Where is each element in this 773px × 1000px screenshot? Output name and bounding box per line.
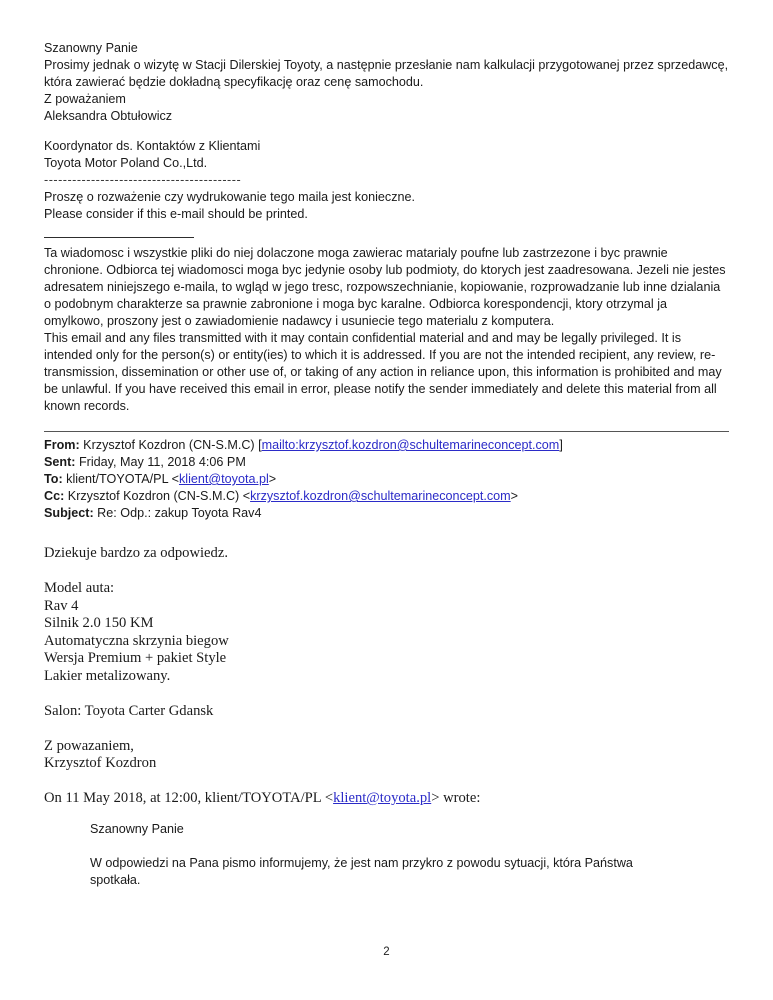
signature-name: Aleksandra Obtułowicz — [44, 109, 173, 123]
subject-label: Subject: — [44, 506, 94, 520]
quoted-message-block — [90, 821, 640, 889]
reply-body-section — [44, 545, 729, 808]
cc-label: Cc: — [44, 489, 65, 503]
model-line: Silnik 2.0 150 KM — [44, 615, 154, 631]
dashed-divider: ------------------------------------------ — [44, 173, 242, 187]
reply-thanks: Dziekuje bardzo za odpowiedz. — [44, 545, 228, 561]
quote-intro-mailto-link[interactable]: klient@toyota.pl — [333, 790, 432, 806]
model-line: Lakier metalizowany. — [44, 667, 171, 684]
model-line: Rav 4 — [44, 597, 79, 614]
from-line — [44, 437, 729, 454]
model-label: Model auta: — [44, 580, 115, 596]
eco-note-en: Please consider if this e-mail should be printed. — [44, 207, 308, 221]
model-line: Wersja Premium + pakiet Style — [44, 650, 227, 666]
to-label: To: — [44, 472, 63, 486]
cc-bracket: > — [510, 489, 519, 503]
quote-intro-line — [44, 790, 729, 808]
subject-line — [44, 505, 729, 522]
quoted-body: W odpowiedzi na Pana pismo informujemy, że jest nam przykro z powodu sytuacji, która Państwa spotkała. — [90, 855, 633, 887]
reply-salon: Salon: Toyota Carter Gdansk — [44, 702, 214, 719]
to-value: klient/TOYOTA/PL < — [62, 472, 179, 486]
quote-intro-text: On 11 May 2018, at 12:00, klient/TOYOTA/PL < — [44, 790, 334, 806]
top-email-section — [44, 40, 729, 415]
from-value: Krzysztof Kozdron (CN-S.M.C) [ — [79, 438, 262, 452]
to-bracket: > — [268, 472, 277, 486]
subject-value: Re: Odp.: zakup Toyota Rav4 — [93, 506, 262, 520]
to-line — [44, 471, 729, 488]
eco-note-pl: Proszę o rozważenie czy wydrukowanie tego maila jest konieczne. — [44, 190, 415, 204]
short-divider — [44, 237, 194, 238]
to-mailto-link[interactable]: klient@toyota.pl — [178, 472, 269, 486]
reply-closing: Z powazaniem, — [44, 737, 134, 754]
reply-signature: Krzysztof Kozdron — [44, 755, 157, 771]
sent-value: Friday, May 11, 2018 4:06 PM — [75, 455, 246, 469]
greeting: Szanowny Panie — [44, 41, 138, 55]
sent-label: Sent: — [44, 455, 76, 469]
closing: Z poważaniem — [44, 92, 126, 106]
cc-value: Krzysztof Kozdron (CN-S.M.C) < — [64, 489, 251, 503]
model-line: Automatyczna skrzynia biegow — [44, 632, 229, 649]
disclaimer-en: This email and any files transmitted with it may contain confidential material and and may be legally privileged. It is intended only for the person(s) or entity(ies) to which it is addressed. If you are not the intended recipient, any review, re-transmission, dissemination or other use of, or taking of any action in reliance upon, this information is prohibited and may be unlawful. If you have received this email in error, please notify the sender immediately and delete this material from all known records. — [44, 331, 722, 413]
page-number: 2 — [383, 946, 390, 958]
header-divider — [44, 431, 729, 432]
quote-intro-tail: > wrote: — [431, 790, 481, 806]
from-bracket: ] — [559, 438, 563, 452]
from-mailto-link[interactable]: mailto:krzysztof.kozdron@schultemarineconcept.com — [261, 438, 560, 452]
message-header — [44, 437, 729, 522]
signature-title: Koordynator ds. Kontaktów z Klientami — [44, 139, 261, 153]
sent-line — [44, 454, 729, 471]
cc-mailto-link[interactable]: krzysztof.kozdron@schultemarineconcept.com — [250, 489, 511, 503]
cc-line — [44, 488, 729, 505]
disclaimer-pl: Ta wiadomosc i wszystkie pliki do niej dolaczone moga zawierac matarialy poufne lub zastrzezone i byc prawnie chronione. Odbiorca tej wiadomosci moga byc jedynie osoby lub podmioty, do ktorych jest zaadresowana. Jezeli nie jestes adresatem niniejszego e-maila, to wgląd w jego tresc, rozpowszechnianie, kopiowanie, rozprowadzanie lub inne dzialania o podobnym charakterze sa prawnie zabronione i moga byc karalne. Odbiorca korespondencji, ktory otrzymal ja omylkowo, proszony jest o zawiadomienie nadawcy i usuniecie tego materialu z komputera. — [44, 246, 726, 328]
quoted-greeting: Szanowny Panie — [90, 821, 184, 836]
signature-company: Toyota Motor Poland Co.,Ltd. — [44, 156, 208, 170]
body-paragraph: Prosimy jednak o wizytę w Stacji Dilerskiej Toyoty, a następnie przesłanie nam kalkulacji przygotowanej przez sprzedawcę, która zawierać będzie dokładną specyfikację oraz cenę samochodu. — [44, 58, 729, 89]
from-label: From: — [44, 438, 80, 452]
